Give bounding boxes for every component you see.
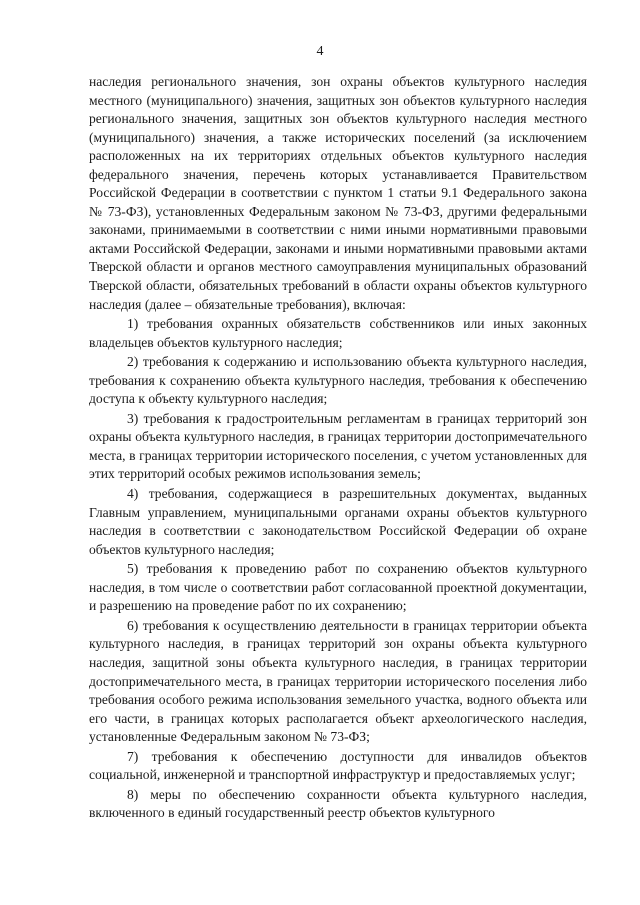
intro-paragraph: наследия регионального значения, зон охраны объектов культурного наследия местного (муниципального) значения, защитных зон объектов культурного наследия регионального значения, защитных зон объектов культурного наследия местного (муниципального) значения, а также исторических поселений (за исключением расположенных на их территориях отдельных объектов культурного наследия федерального значения, перечень которых устанавливается Правительством Российской Федерации в соответствии с пунктом 1 статьи 9.1 Федерального закона № 73-ФЗ), установленных Федеральным законом № 73-ФЗ, другими федеральными законами, принимаемыми в соответствии с ними иными нормативными правовыми актами Российской Федерации, законами и иными нормативными правовыми актами Тверской области и органов местного самоуправления муниципальных образований Тверской области, обязательных требований в области охраны объектов культурного наследия (далее – обязательные требования), включая: xyxy=(89,74,587,312)
list-item-8: 8) меры по обеспечению сохранности объекта культурного наследия, включенного в единый государственный реестр объектов культурного xyxy=(89,786,587,821)
list-item-1: 1) требования охранных обязательств собственников или иных законных владельцев объектов культурного наследия; xyxy=(89,316,587,350)
document-body xyxy=(89,73,587,823)
list-item-2: 2) требования к содержанию и использованию объекта культурного наследия, требования к сохранению объекта культурного наследия, требования к обеспечению доступа к объекту культурного наследия; xyxy=(89,354,587,407)
list-item-6: 6) требования к осуществлению деятельности в границах территории объекта культурного наследия, в границах территорий зон охраны объекта культурного наследия, защитной зоны объекта культурного наследия, в границах территории достопримечательного места, в границах территории исторического поселения либо требования особого режима использования земельного участка, водного объекта или его части, в границах которых располагается объект археологического наследия, установленные Федеральным законом № 73-ФЗ; xyxy=(89,617,587,745)
list-item-5: 5) требования к проведению работ по сохранению объектов культурного наследия, в том числе о соответствии работ согласованной проектной документации, и разрешению на проведение работ по их сохранению; xyxy=(89,561,587,614)
list-item-4: 4) требования, содержащиеся в разрешительных документах, выданных Главным управлением, муниципальными органами охраны объектов культурного наследия в соответствии с законодательством Российской Федерации об охране объектов культурного наследия; xyxy=(89,486,587,557)
list-item-3: 3) требования к градостроительным регламентам в границах территорий зон охраны объекта культурного наследия, в границах территории достопримечательного места, в границах территории исторического поселения, с учетом установленных для этих территорий особых режимов использования земель; xyxy=(89,410,587,482)
page-number: 4 xyxy=(316,44,324,59)
list-item-7: 7) требования к обеспечению доступности для инвалидов объектов социальной, инженерной и транспортной инфраструктур и предоставляемых услуг; xyxy=(89,748,587,783)
